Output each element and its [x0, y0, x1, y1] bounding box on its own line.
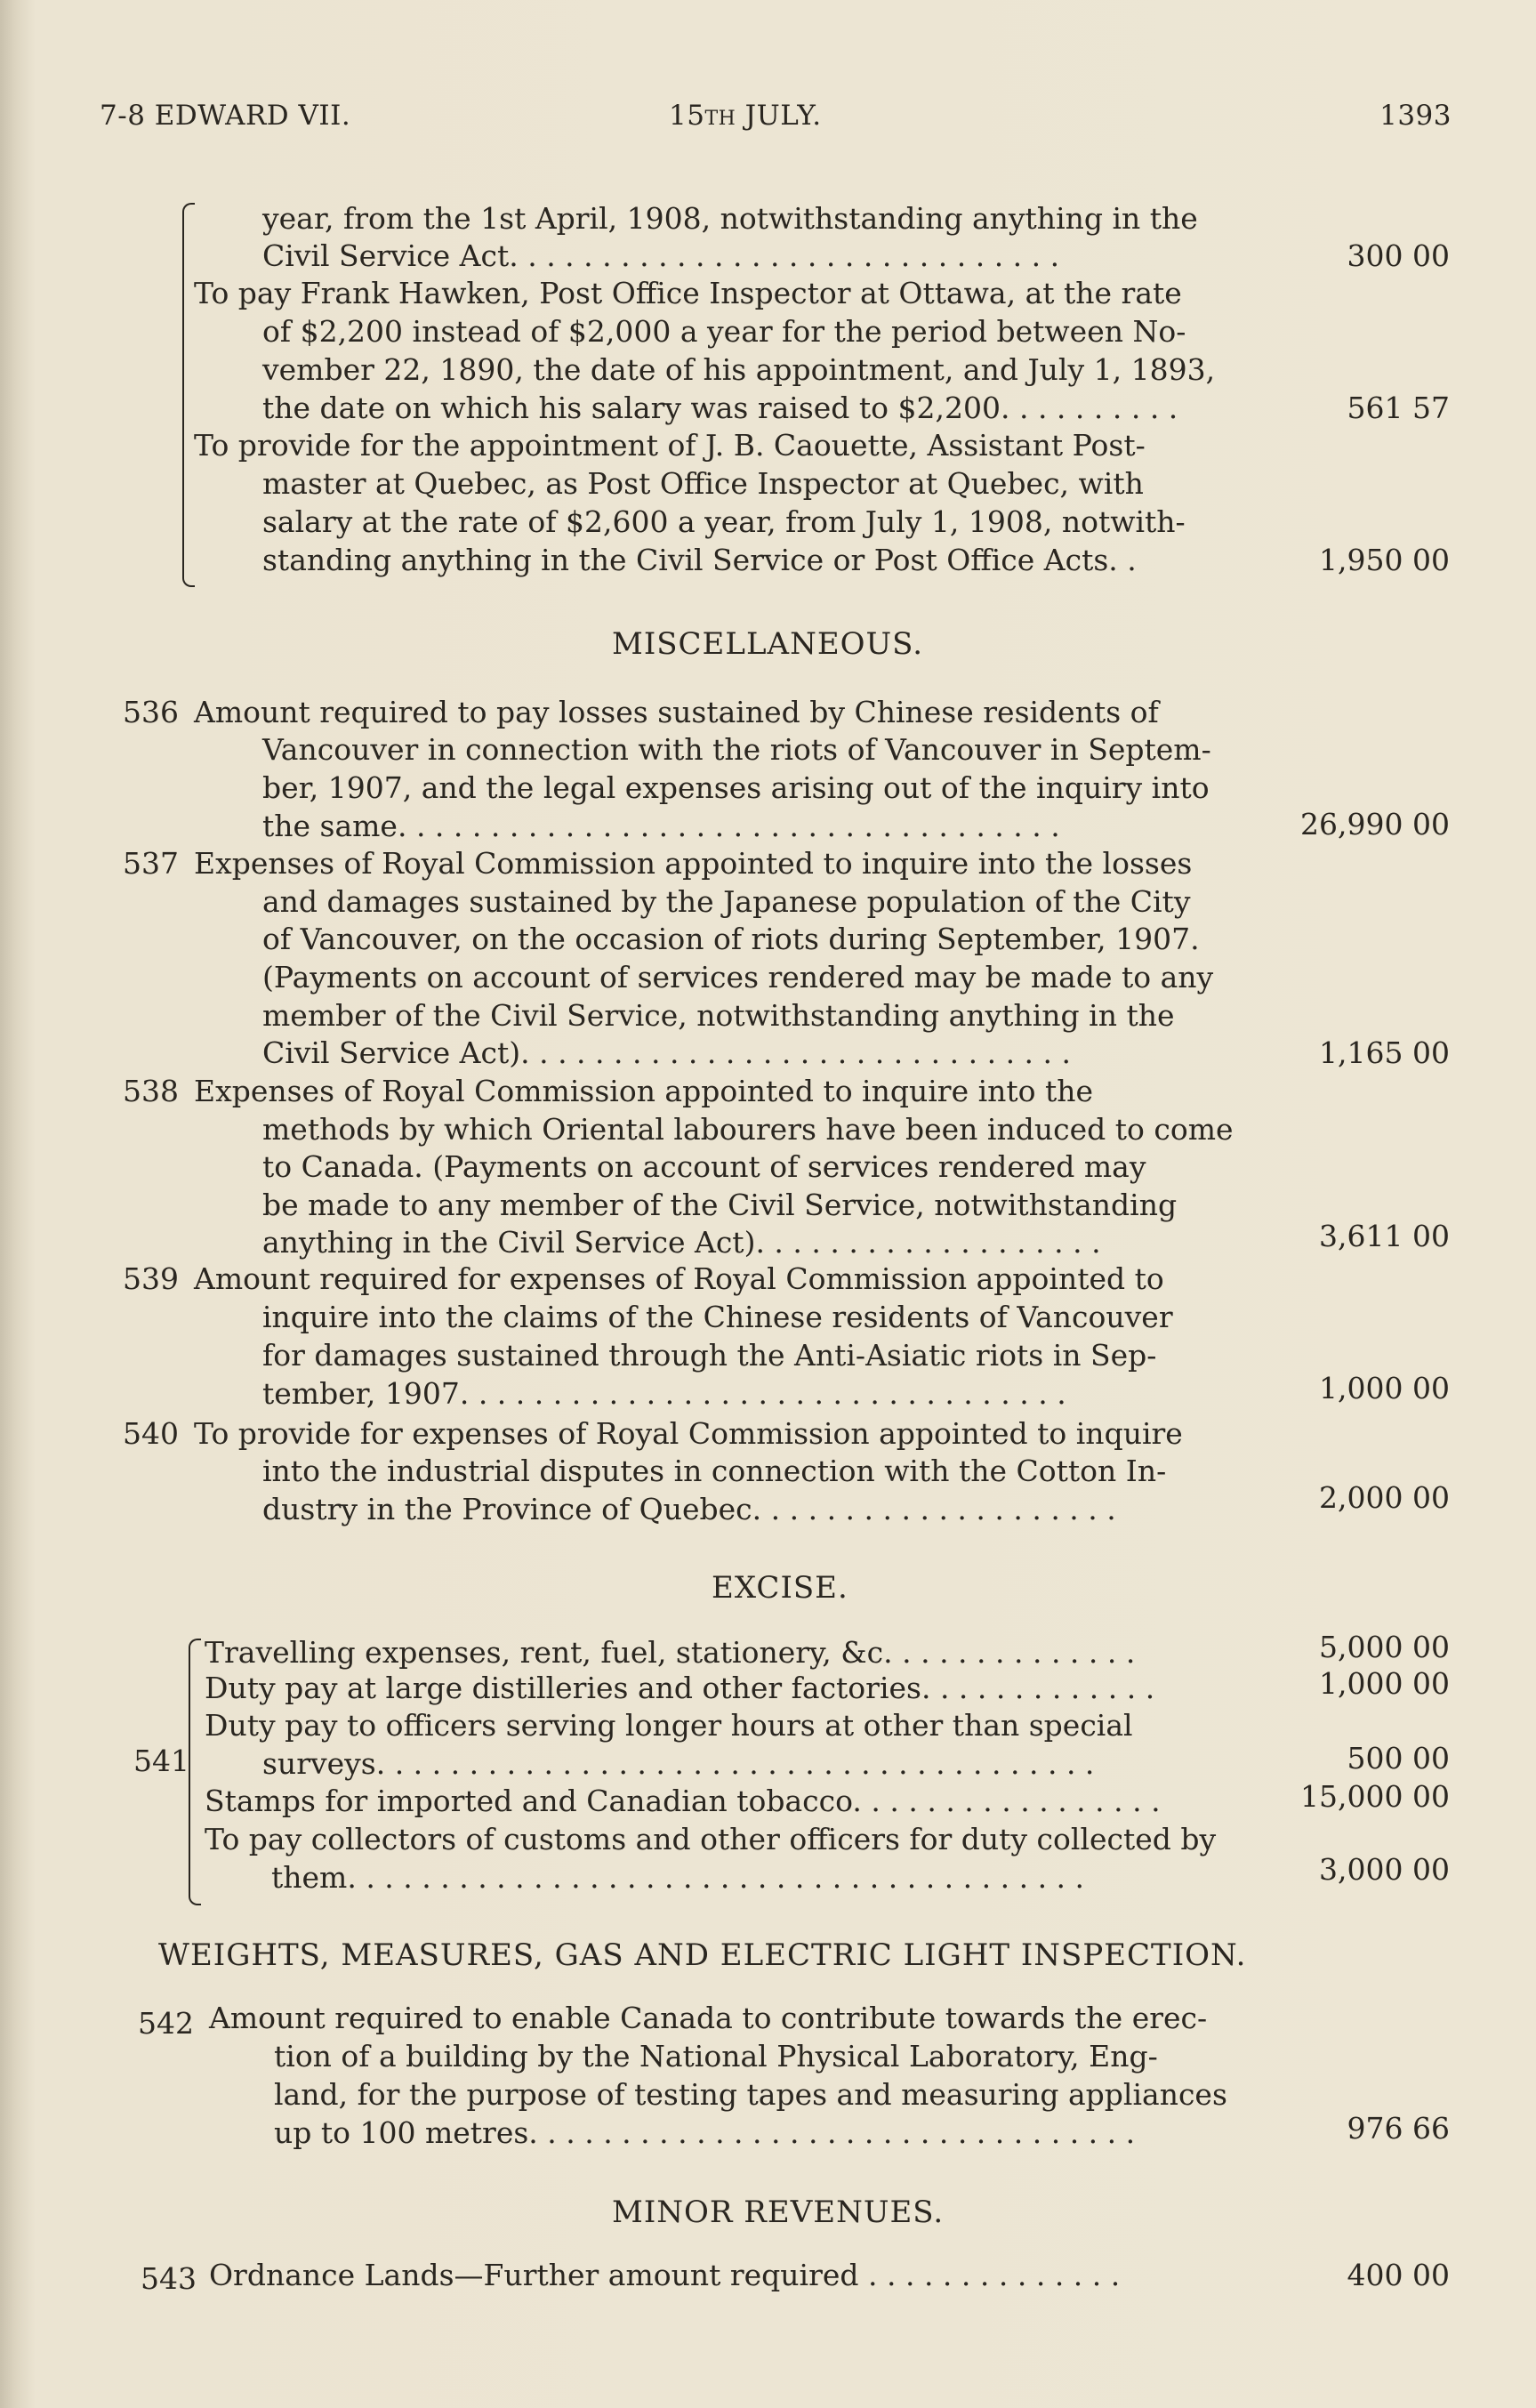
header-month: JULY. — [744, 100, 822, 132]
text-line: of $2,200 instead of $2,000 a year for the period between No- — [262, 314, 1186, 349]
amount: 3,611 00 — [1319, 1219, 1450, 1253]
amount: 400 00 — [1347, 2258, 1450, 2292]
amount: 1,165 00 — [1319, 1035, 1450, 1070]
text-line: tion of a building by the National Physical Laboratory, Eng- — [274, 2039, 1158, 2074]
amount: 2,000 00 — [1319, 1480, 1450, 1515]
text-line: Vancouver in connection with the riots of Vancouver in Septem- — [262, 732, 1211, 767]
item-number: 538 — [123, 1074, 179, 1108]
text-line: Amount required to enable Canada to contribute towards the erec- — [209, 2001, 1208, 2035]
page-number: 1393 — [1379, 100, 1452, 132]
text-line: surveys. . . . . . . . . . . . . . . . . . . . . . . . . . . . . . . . . . . . . . . — [262, 1746, 1095, 1781]
amount: 976 66 — [1347, 2111, 1450, 2146]
text-line: salary at the rate of $2,600 a year, from July 1, 1908, notwith- — [262, 504, 1186, 539]
text-line: Travelling expenses, rent, fuel, stationery, &c. . . . . . . . . . . . . . — [205, 1635, 1136, 1670]
text-line: methods by which Oriental labourers have been induced to come — [262, 1112, 1234, 1147]
amount: 300 00 — [1347, 238, 1450, 273]
amount: 15,000 00 — [1300, 1779, 1450, 1814]
text-line: Duty pay at large distilleries and other factories. . . . . . . . . . . . . — [205, 1671, 1155, 1705]
header-day-suffix: TH — [704, 108, 736, 130]
text-line: Stamps for imported and Canadian tobacco. . . . . . . . . . . . . . . . . — [205, 1784, 1161, 1818]
text-line: To provide for the appointment of J. B. Caouette, Assistant Post- — [194, 428, 1146, 463]
item-number: 542 — [138, 2006, 194, 2041]
text-line: land, for the purpose of testing tapes and measuring appliances — [274, 2077, 1227, 2112]
text-line: be made to any member of the Civil Service, notwithstanding — [262, 1188, 1178, 1222]
text-line: Civil Service Act). . . . . . . . . . . . . . . . . . . . . . . . . . . . . . — [262, 1035, 1071, 1070]
section-title-minor-revenues: MINOR REVENUES. — [612, 2195, 945, 2230]
text-line: and damages sustained by the Japanese population of the City — [262, 884, 1191, 919]
amount: 3,000 00 — [1319, 1852, 1450, 1887]
item-number: 536 — [123, 695, 179, 729]
header-day: 15 — [669, 100, 705, 132]
text-line: Expenses of Royal Commission appointed to inquire into the — [194, 1074, 1094, 1108]
amount: 1,000 00 — [1319, 1371, 1450, 1405]
text-line: dustry in the Province of Quebec. . . . . . . . . . . . . . . . . . . . — [262, 1492, 1116, 1526]
section-title-weights: WEIGHTS, MEASURES, GAS AND ELECTRIC LIGHT INSPECTION. — [158, 1937, 1247, 1973]
header-date — [669, 100, 822, 132]
text-line: year, from the 1st April, 1908, notwithstanding anything in the — [262, 201, 1198, 236]
text-line: anything in the Civil Service Act). . . . . . . . . . . . . . . . . . . — [262, 1225, 1101, 1260]
header-reign: 7-8 EDWARD VII. — [100, 100, 351, 132]
text-line: vember 22, 1890, the date of his appointment, and July 1, 1893, — [262, 352, 1216, 387]
text-line: Duty pay to officers serving longer hours at other than special — [205, 1708, 1133, 1743]
text-line: into the industrial disputes in connection with the Cotton In- — [262, 1454, 1167, 1488]
text-line: Amount required for expenses of Royal Commission appointed to — [194, 1261, 1164, 1296]
section-title-excise: EXCISE. — [712, 1570, 848, 1606]
text-line: member of the Civil Service, notwithstanding anything in the — [262, 998, 1175, 1033]
text-line: inquire into the claims of the Chinese residents of Vancouver — [262, 1300, 1173, 1334]
amount: 26,990 00 — [1300, 807, 1450, 842]
text-line: Amount required to pay losses sustained by Chinese residents of — [194, 695, 1159, 729]
item-number: 540 — [123, 1416, 179, 1451]
top-bracket — [182, 203, 195, 587]
text-line: Ordnance Lands—Further amount required . . . . . . . . . . . . . . — [209, 2258, 1121, 2292]
text-line: the date on which his salary was raised to $2,200. . . . . . . . . . — [262, 391, 1178, 425]
text-line: ber, 1907, and the legal expenses arising out of the inquiry into — [262, 770, 1210, 805]
text-line: To pay Frank Hawken, Post Office Inspector at Ottawa, at the rate — [194, 276, 1182, 310]
item-number: 539 — [123, 1261, 179, 1296]
text-line: up to 100 metres. . . . . . . . . . . . . . . . . . . . . . . . . . . . . . . . . — [274, 2115, 1136, 2150]
item-number: 541 — [133, 1744, 189, 1778]
text-line: tember, 1907. . . . . . . . . . . . . . . . . . . . . . . . . . . . . . . . . — [262, 1376, 1066, 1411]
amount: 500 00 — [1347, 1741, 1450, 1776]
text-line: to Canada. (Payments on account of services rendered may — [262, 1149, 1146, 1184]
text-line: for damages sustained through the Anti-Asiatic riots in Sep- — [262, 1338, 1157, 1373]
text-line: master at Quebec, as Post Office Inspector at Quebec, with — [262, 466, 1144, 501]
text-line: Expenses of Royal Commission appointed to inquire into the losses — [194, 846, 1193, 881]
amount: 561 57 — [1347, 391, 1450, 425]
item-number: 543 — [141, 2261, 197, 2296]
text-line: the same. . . . . . . . . . . . . . . . . . . . . . . . . . . . . . . . . . . . — [262, 809, 1060, 843]
section-title-miscellaneous: MISCELLANEOUS. — [612, 626, 924, 662]
amount: 1,000 00 — [1319, 1666, 1450, 1701]
text-line: To provide for expenses of Royal Commission appointed to inquire — [194, 1416, 1183, 1451]
text-line: them. . . . . . . . . . . . . . . . . . . . . . . . . . . . . . . . . . . . . . . . — [271, 1860, 1085, 1895]
text-line: (Payments on account of services rendered may be made to any — [262, 960, 1214, 995]
text-line: Civil Service Act. . . . . . . . . . . . . . . . . . . . . . . . . . . . . . — [262, 238, 1060, 273]
amount: 5,000 00 — [1319, 1630, 1450, 1664]
amount: 1,950 00 — [1319, 543, 1450, 577]
item-number: 537 — [123, 846, 179, 881]
excise-bracket — [189, 1639, 201, 1905]
text-line: To pay collectors of customs and other officers for duty collected by — [205, 1822, 1217, 1856]
text-line: standing anything in the Civil Service or Post Office Acts. . — [262, 543, 1137, 577]
text-line: of Vancouver, on the occasion of riots during September, 1907. — [262, 922, 1200, 956]
